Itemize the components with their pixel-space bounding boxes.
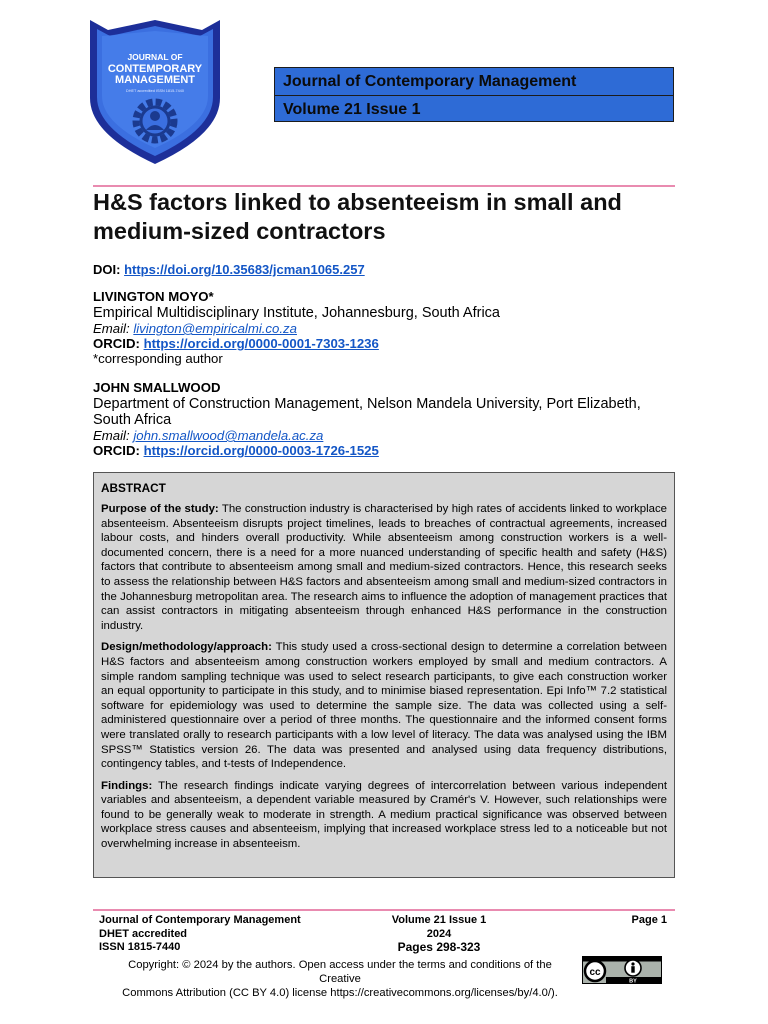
author-email-line — [93, 428, 683, 443]
copyright-line-1: Copyright: © 2024 by the authors. Open access under the terms and conditions of the Creative — [128, 959, 552, 985]
author-orcid-link[interactable]: https://orcid.org/0000-0003-1726-1525 — [143, 443, 379, 458]
journal-name: Journal of Contemporary Management — [283, 73, 577, 90]
corresponding-note: *corresponding author — [93, 351, 223, 366]
copyright-line-2: Commons Attribution (CC BY 4.0) license https://creativecommons.org/licenses/by/4.0/). — [122, 987, 558, 999]
orcid-label: ORCID: — [93, 336, 140, 351]
author-orcid-line — [93, 336, 683, 351]
abstract-findings: Findings: The research findings indicate varying degrees of intercorrelation between various independent variables and absenteeism, a dependent variable measured by Cramér's V. However, such relationships were found to be generally weak to moderate in strength. A medium practical significance was observed between workplace stress causes and absenteeism, implying that increased workplace stress led to a noticeable but not overwhelming increase in absenteeism. — [101, 779, 667, 851]
footer-journal: Journal of Contemporary Management — [99, 914, 301, 926]
article-title — [93, 188, 693, 246]
footer-page-number: Page 1 — [631, 914, 667, 926]
author-affiliation-line-1: Department of Construction Management, Nelson Mandela University, Port Elizabeth, — [93, 396, 641, 412]
journal-header-box — [274, 67, 674, 122]
footer-left — [99, 914, 319, 955]
footer-year: 2024 — [426, 927, 452, 940]
email-label: Email: — [93, 321, 130, 336]
footer-issn: ISSN 1815-7440 — [99, 941, 181, 953]
logo-small: DHET accredited ISSN 1815-7440 — [126, 89, 184, 93]
abstract-design: Design/methodology/approach: This study used a cross-sectional design to determine a correlation between H&S factors and absenteeism among construction workers employed by small and medium contractors. A simple random sampling technique was used to select research participants, to give each construction worker an equal opportunity to participate in this study, and to minimise biased representation. Epi Info™ 7.2 statistical software for epidemiology was used to determine the sample size. The data was collected using a self-administered questionnaire over a period of three months. The questionnaire and the informed consent forms were translated orally to research participants with a low level of literacy. The data was analysed using the IBM SPSS™ Statistics version 26. The data was presented and analysed using data frequency distributions, contingency tables, and t-tests of Independence. — [101, 641, 667, 771]
title-line-1: H&S factors linked to absenteeism in small and — [93, 189, 622, 215]
cc-icon — [585, 961, 605, 981]
header-divider — [93, 185, 675, 187]
journal-logo — [88, 16, 222, 166]
author-block-2 — [93, 380, 683, 458]
author-name: LIVINGTON MOYO* — [93, 289, 214, 304]
footer-dhet: DHET accredited — [99, 927, 188, 940]
orcid-label: ORCID: — [93, 443, 140, 458]
author-email-link[interactable]: livington@empiricalmi.co.za — [133, 321, 297, 336]
cc-by-license-badge[interactable] — [582, 956, 662, 984]
title-line-2: medium-sized contractors — [93, 218, 386, 244]
author-block-1 — [93, 289, 683, 366]
author-affiliation-line-2: South Africa — [93, 412, 172, 428]
logo-line3: MANAGEMENT — [114, 74, 196, 86]
abstract-purpose: Purpose of the study: The construction industry is characterised by high rates of accidents linked to workplace absenteeism. Absenteeism disrupts project timelines, leads to breaches of contractual agreements, increased labour costs, and hinders overall productivity. While absenteeism among construction workers is a well-documented concern, there is a need for a more nuanced understanding of specific health and safety (H&S) factors that contribute to absenteeism among small and medium-sized contractors. Hence, this research seeks to assess the relationship between H&S factors and absenteeism among small and medium-sized contractors in the Johannesburg metropolitan area. The research aims to influence the adoption of management practices that can assist contractors in mitigating absenteeism through enhanced H&S performance in the construction industry. — [101, 503, 667, 632]
footer-volume: Volume 21 Issue 1 — [391, 914, 487, 926]
footer-center — [349, 914, 529, 955]
author-email-link[interactable]: john.smallwood@mandela.ac.za — [133, 428, 324, 443]
cc-by-label: BY — [629, 978, 637, 984]
footer-divider — [93, 909, 675, 911]
email-label: Email: — [93, 428, 130, 443]
doi-line — [93, 262, 365, 279]
footer-pages: Pages 298-323 — [397, 940, 481, 954]
doi-label: DOI: — [93, 262, 121, 277]
logo-line2: CONTEMPORARY — [107, 63, 203, 75]
copyright-notice — [110, 958, 570, 1000]
journal-volume: Volume 21 Issue 1 — [275, 95, 673, 122]
author-name: JOHN SMALLWOOD — [93, 380, 221, 395]
logo-line1: JOURNAL OF — [127, 52, 183, 62]
abstract-heading: ABSTRACT — [101, 481, 166, 495]
author-affiliation: Empirical Multidisciplinary Institute, Johannesburg, South Africa — [93, 305, 500, 321]
abstract-box — [93, 472, 675, 878]
doi-link[interactable]: https://doi.org/10.35683/jcman1065.257 — [124, 262, 365, 277]
author-orcid-line — [93, 443, 683, 458]
author-email-line — [93, 321, 683, 336]
author-orcid-link[interactable]: https://orcid.org/0000-0001-7303-1236 — [143, 336, 379, 351]
svg-text:cc: cc — [589, 967, 601, 978]
attribution-person-icon — [625, 960, 641, 976]
